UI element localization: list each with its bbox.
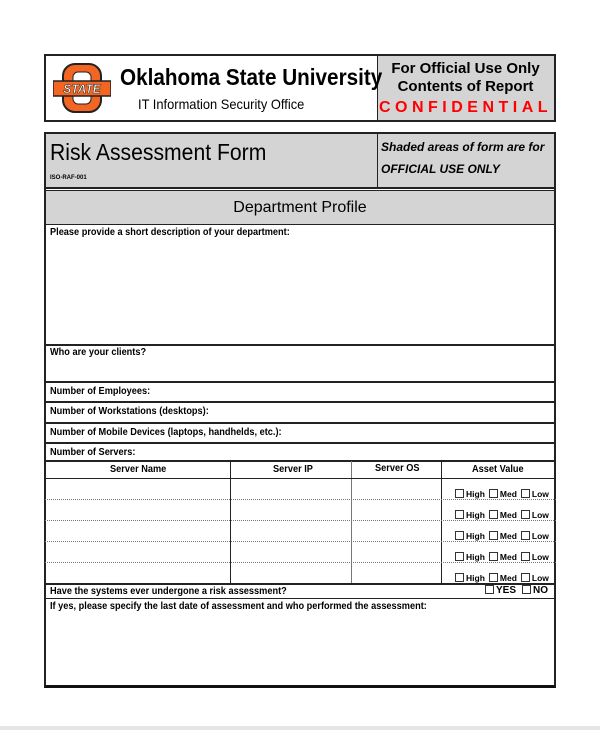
server-os-cell[interactable]	[352, 479, 441, 499]
shaded-note-2: OFFICIAL USE ONLY	[381, 162, 500, 176]
asset-med-checkbox[interactable]	[489, 552, 517, 562]
server-name-cell[interactable]	[46, 563, 230, 583]
asset-med-checkbox[interactable]	[489, 510, 517, 520]
official-line1: For Official Use Only	[391, 60, 540, 77]
official-line2: Contents of Report	[397, 78, 534, 95]
server-row	[46, 521, 554, 541]
checkbox-icon	[521, 489, 530, 498]
server-os-cell[interactable]	[352, 500, 441, 520]
confidential-label: CONFIDENTIAL	[378, 99, 553, 116]
no-label: NO	[533, 585, 548, 596]
col-server-os: Server OS	[375, 463, 420, 474]
description-field[interactable]	[46, 240, 554, 343]
asset-high-checkbox[interactable]	[455, 489, 485, 499]
option-label: Low	[531, 531, 549, 541]
assessment-question: Have the systems ever undergone a risk assessment?	[50, 586, 287, 597]
option-label: Med	[499, 489, 517, 499]
option-label: High	[466, 531, 485, 541]
asset-med-checkbox[interactable]	[489, 489, 517, 499]
server-ip-cell[interactable]	[231, 563, 351, 583]
divider	[45, 344, 556, 346]
section-title: Department Profile	[233, 199, 367, 216]
asset-med-checkbox[interactable]	[489, 573, 517, 583]
asset-high-checkbox[interactable]	[455, 552, 485, 562]
servers-label[interactable]: Number of Servers:	[50, 447, 136, 458]
description-label: Please provide a short description of your department:	[50, 227, 290, 238]
university-name: Oklahoma State University	[120, 64, 383, 90]
mobile-label[interactable]: Number of Mobile Devices (laptops, handhelds, etc.):	[50, 427, 282, 438]
form-title: Risk Assessment Form	[50, 139, 267, 165]
asset-high-checkbox[interactable]	[455, 510, 485, 520]
divider	[377, 134, 378, 187]
server-os-cell[interactable]	[352, 542, 441, 562]
col-server-ip: Server IP	[273, 464, 313, 475]
divider	[45, 224, 556, 225]
divider	[45, 381, 556, 383]
col-asset-value: Asset Value	[472, 464, 524, 475]
employees-label[interactable]: Number of Employees:	[50, 386, 151, 397]
divider	[45, 583, 556, 585]
followup-label: If yes, please specify the last date of assessment and who performed the assessment:	[50, 601, 427, 612]
checkbox-icon	[455, 573, 464, 582]
asset-high-checkbox[interactable]	[455, 531, 485, 541]
col-server-name: Server Name	[110, 464, 167, 475]
option-label: High	[466, 510, 485, 520]
asset-high-checkbox[interactable]	[455, 573, 485, 583]
yes-label: YES	[496, 585, 517, 596]
divider	[45, 598, 556, 599]
server-row	[46, 563, 554, 583]
yes-checkbox[interactable]	[485, 585, 516, 596]
asset-med-checkbox[interactable]	[489, 531, 517, 541]
checkbox-icon	[455, 510, 464, 519]
asset-low-checkbox[interactable]	[521, 573, 549, 583]
option-label: Med	[499, 573, 517, 583]
option-label: Low	[531, 510, 549, 520]
divider	[45, 401, 556, 403]
form-code: ISO-RAF-001	[50, 175, 87, 181]
osu-logo	[53, 62, 111, 114]
clients-label: Who are your clients?	[50, 347, 147, 358]
checkbox-icon	[521, 531, 530, 540]
asset-low-checkbox[interactable]	[521, 489, 549, 499]
checkbox-icon	[521, 552, 530, 561]
server-os-cell[interactable]	[352, 521, 441, 541]
divider	[45, 422, 556, 424]
server-row	[46, 542, 554, 562]
checkbox-icon	[521, 510, 530, 519]
page-bottom-edge	[0, 726, 600, 730]
svg-text:STATE: STATE	[63, 82, 101, 96]
server-os-cell[interactable]	[352, 563, 441, 583]
server-ip-cell[interactable]	[231, 521, 351, 541]
option-label: High	[466, 552, 485, 562]
followup-field[interactable]	[46, 614, 554, 682]
workstations-label[interactable]: Number of Workstations (desktops):	[50, 406, 209, 417]
server-row	[46, 479, 554, 499]
office-name: IT Information Security Office	[138, 96, 305, 112]
checkbox-icon	[489, 573, 498, 582]
server-row	[46, 500, 554, 520]
asset-low-checkbox[interactable]	[521, 531, 549, 541]
shaded-note-1: Shaded areas of form are for	[381, 140, 545, 154]
asset-low-checkbox[interactable]	[521, 552, 549, 562]
divider	[45, 187, 556, 189]
divider	[45, 460, 556, 462]
option-label: Low	[531, 552, 549, 562]
option-label: High	[466, 573, 485, 583]
server-name-cell[interactable]	[46, 479, 230, 499]
no-checkbox[interactable]	[522, 585, 548, 596]
checkbox-icon	[521, 573, 530, 582]
divider	[45, 442, 556, 444]
server-ip-cell[interactable]	[231, 542, 351, 562]
checkbox-icon	[489, 489, 498, 498]
server-name-cell[interactable]	[46, 521, 230, 541]
checkbox-icon	[455, 489, 464, 498]
server-name-cell[interactable]	[46, 542, 230, 562]
server-name-cell[interactable]	[46, 500, 230, 520]
option-label: High	[466, 489, 485, 499]
checkbox-icon	[455, 531, 464, 540]
checkbox-icon	[455, 552, 464, 561]
option-label: Low	[531, 573, 549, 583]
option-label: Med	[499, 531, 517, 541]
checkbox-icon	[489, 552, 498, 561]
option-label: Med	[499, 552, 517, 562]
server-ip-cell[interactable]	[231, 479, 351, 499]
clients-field[interactable]	[46, 360, 554, 380]
option-label: Med	[499, 510, 517, 520]
checkbox-icon	[489, 531, 498, 540]
asset-low-checkbox[interactable]	[521, 510, 549, 520]
option-label: Low	[531, 489, 549, 499]
server-ip-cell[interactable]	[231, 500, 351, 520]
checkbox-icon	[489, 510, 498, 519]
